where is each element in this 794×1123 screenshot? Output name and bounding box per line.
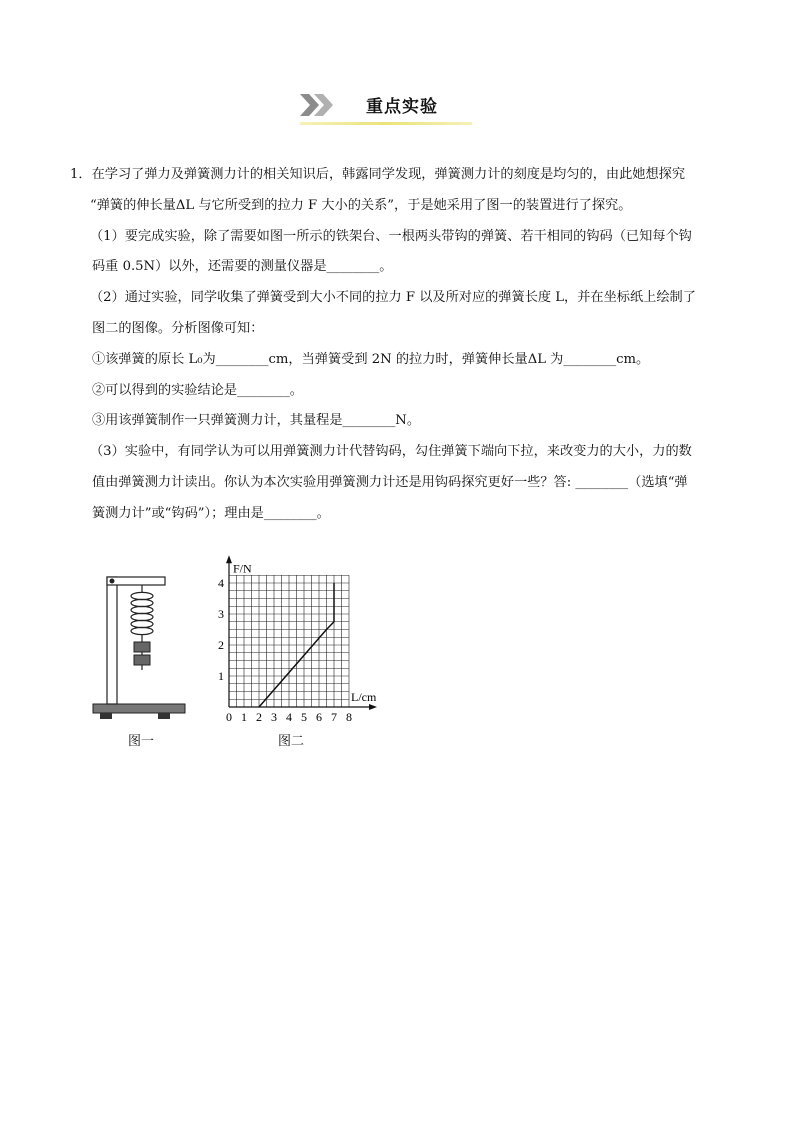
question-line: “弹簧的伸长量ΔL 与它所受到的拉力 F 大小的关系”，于是她采用了图一的装置进行了探究。	[90, 197, 632, 213]
x-tick-label: 8	[346, 710, 352, 724]
figures	[90, 548, 410, 758]
x-tick-label: 7	[331, 710, 337, 724]
question-line: （3）实验中，有同学认为可以用弹簧测力计代替钩码，勾住弹簧下端向下拉，来改变力的大小，力的数	[90, 444, 692, 460]
y-tick-label: 2	[218, 638, 224, 652]
question-line: 码重 0.5N）以外，还需要的测量仪器是________。	[92, 259, 393, 275]
x-tick-label: 6	[316, 710, 322, 724]
figure-2-caption: 图二	[278, 734, 305, 749]
question-line: （1）要完成实验，除了需要如图一所示的铁架台、一根两头带钩的弹簧、若干相同的钩码（已知每个钩	[90, 228, 692, 244]
question-line: ①该弹簧的原长 L₀为________cm，当弹簧受到 2N 的拉力时，弹簧伸长量ΔL 为________cm。	[92, 351, 650, 367]
section-header	[300, 88, 472, 126]
iron-stand-figure	[90, 570, 200, 745]
y-tick-label: 1	[218, 669, 224, 683]
question-1	[70, 160, 730, 530]
force-length-graph	[215, 553, 405, 728]
x-axis-label: L/cm	[351, 690, 377, 704]
x-tick-label: 2	[256, 710, 262, 724]
question-line: 簧测力计”或“钩码”）；理由是________。	[92, 505, 330, 521]
y-axis-arrow	[226, 555, 232, 563]
x-tick-label: 4	[286, 710, 292, 724]
double-chevron-icon	[300, 94, 336, 116]
question-line: 值由弹簧测力计读出。你认为本次实验用弹簧测力计还是用钩码探究更好一些？答: ________（选填“弹	[92, 474, 688, 490]
question-line: ③用该弹簧制作一只弹簧测力计，其量程是________N。	[92, 413, 421, 429]
x-tick-label: 1	[241, 710, 247, 724]
question-line: 1．在学习了弹力及弹簧测力计的相关知识后，韩露同学发现，弹簧测力计的刻度是均匀的，由此她想探究	[70, 167, 686, 182]
y-axis-label: F/N	[233, 561, 252, 576]
y-tick-label: 3	[218, 607, 224, 621]
y-tick-label: 4	[218, 576, 224, 590]
figure-1-caption: 图一	[128, 734, 155, 749]
question-line: 图二的图像。分析图像可知：	[92, 320, 264, 336]
x-tick-label: 0	[226, 710, 232, 724]
question-line: （2）通过实验，同学收集了弹簧受到大小不同的拉力 F 以及所对应的弹簧长度 L，并在坐标纸上绘制了	[90, 290, 696, 306]
title-underline	[300, 122, 472, 125]
x-tick-label: 5	[301, 710, 307, 724]
x-axis-arrow	[369, 704, 377, 710]
section-title: 重点实验	[366, 97, 438, 117]
question-line: ②可以得到的实验结论是________。	[92, 382, 303, 398]
x-tick-label: 3	[271, 710, 277, 724]
